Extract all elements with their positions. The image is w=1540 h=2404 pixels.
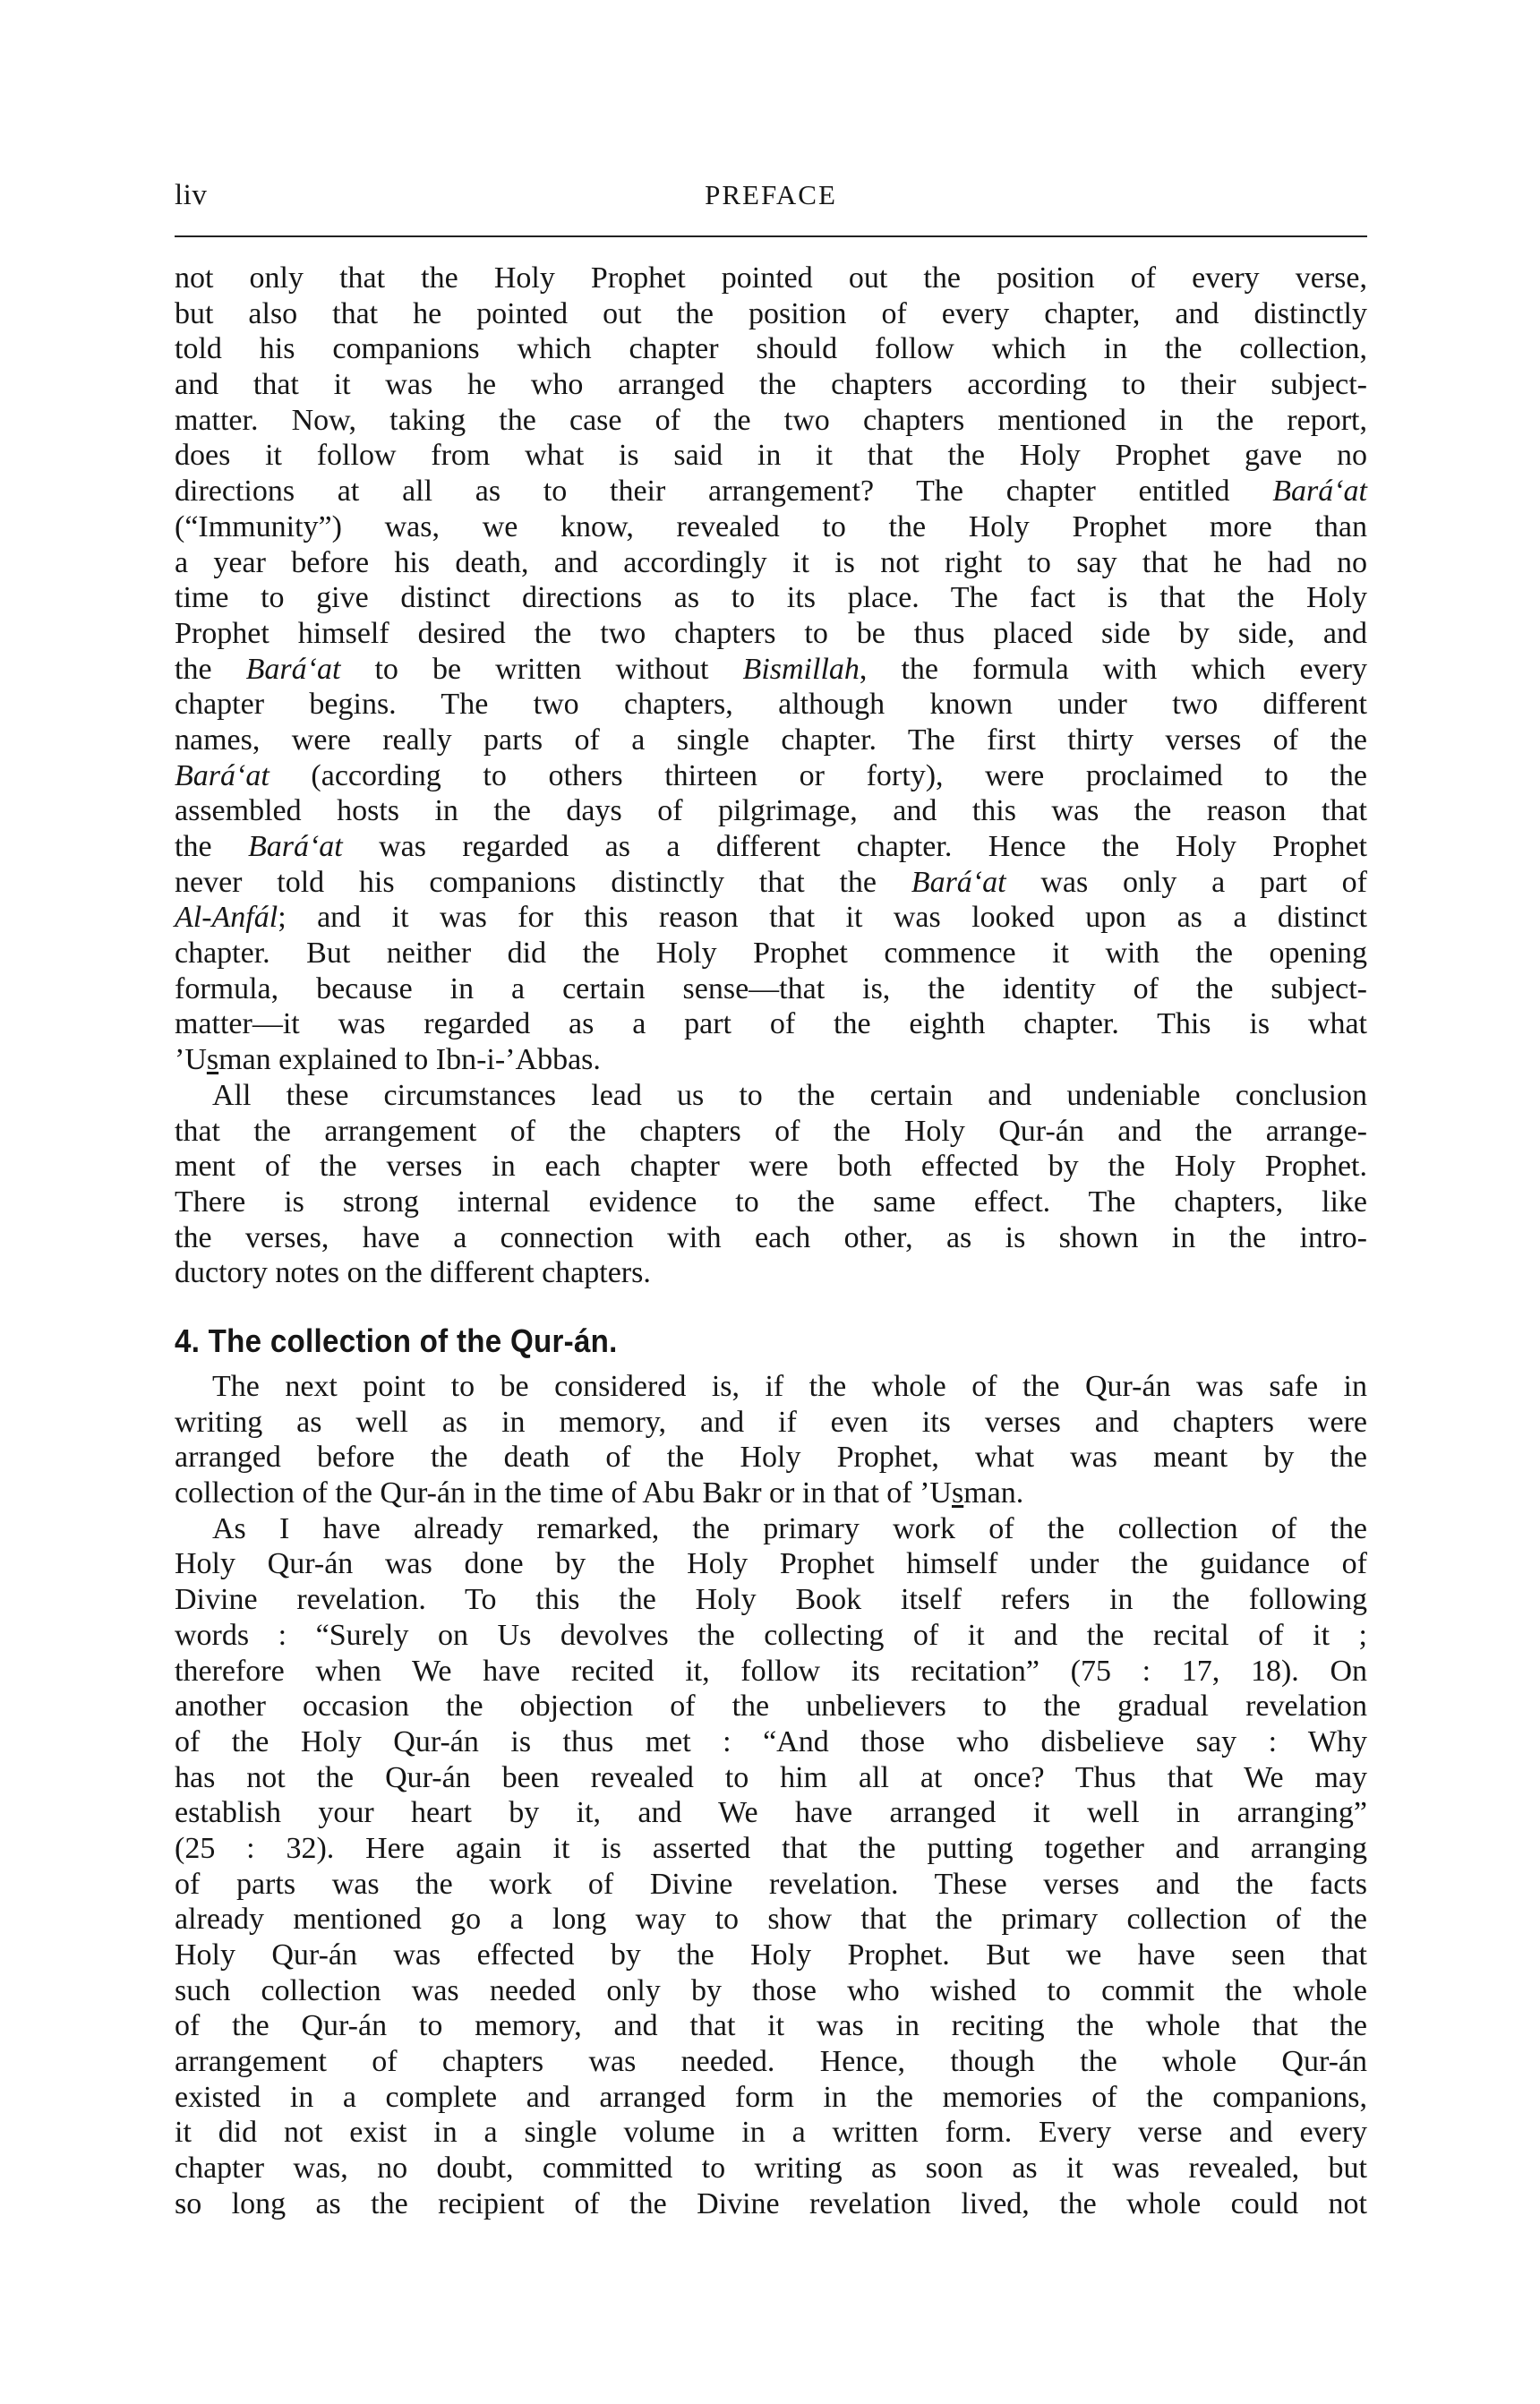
text-line bbox=[175, 758, 1367, 794]
text-line bbox=[175, 2044, 1367, 2080]
text-run: As I have already remarked, the primary work of the collection of the bbox=[212, 1511, 1367, 1545]
text-run: never told his companions distinctly that the bbox=[175, 865, 911, 899]
text-line bbox=[175, 900, 1367, 936]
text-line bbox=[175, 1185, 1367, 1220]
text-run: matter. Now, taking the case of the two chapters mentioned in the report, bbox=[175, 403, 1367, 437]
text-line bbox=[175, 865, 1367, 901]
text-run: Holy Qur-án was done by the Holy Prophet himself under the guidance of bbox=[175, 1547, 1367, 1581]
text-run: existed in a complete and arranged form in the memories of the companions, bbox=[175, 2080, 1367, 2114]
text-line bbox=[175, 1831, 1367, 1867]
text-run: and that it was he who arranged the chapters according to their subject- bbox=[175, 368, 1367, 402]
text-run: that the arrangement of the chapters of the Holy Qur-án and the arrange- bbox=[175, 1114, 1367, 1148]
text-line bbox=[175, 1369, 1367, 1405]
text-run: man. bbox=[963, 1476, 1024, 1510]
text-run: was regarded as a different chapter. Hence the Holy Prophet bbox=[342, 830, 1367, 863]
text-run: time to give distinct directions as to its place. The fact is that the Holy bbox=[175, 581, 1367, 615]
text-run: directions at all as to their arrangement? The chapter entitled bbox=[175, 475, 1273, 509]
text-run: ; and it was for this reason that it was looked upon as a distinct bbox=[278, 901, 1367, 935]
text-run: ductory notes on the different chapters. bbox=[175, 1256, 651, 1290]
text-line bbox=[175, 1867, 1367, 1903]
text-run: chapter. But neither did the Holy Prophet commence it with the opening bbox=[175, 937, 1367, 971]
text-run: The next point to be considered is, if the whole of the Qur-án was safe in bbox=[212, 1370, 1367, 1403]
text-line bbox=[175, 1618, 1367, 1654]
text-line bbox=[175, 509, 1367, 545]
text-run: therefore when We have recited it, follow its recitation” (75 : 17, 18). On bbox=[175, 1654, 1367, 1688]
text-run: was only a part of bbox=[1005, 865, 1367, 899]
text-run: establish your heart by it, and We have arranged it well in arranging” bbox=[175, 1796, 1367, 1830]
italic-term: Bará‘at bbox=[1272, 475, 1367, 509]
italic-term: Bará‘at bbox=[245, 652, 341, 686]
text-line bbox=[175, 1654, 1367, 1690]
text-run: (“Immunity”) was, we know, revealed to the Holy Prophet more than bbox=[175, 509, 1367, 543]
text-run: not only that the Holy Prophet pointed out the position of every verse, bbox=[175, 261, 1367, 295]
text-run: told his companions which chapter should follow which in the collection, bbox=[175, 332, 1367, 366]
text-line bbox=[175, 438, 1367, 474]
text-run: so long as the recipient of the Divine revelation lived, the whole could not bbox=[175, 2186, 1367, 2220]
text-line bbox=[175, 2008, 1367, 2044]
text-line bbox=[175, 261, 1367, 296]
text-line bbox=[175, 687, 1367, 723]
text-line bbox=[175, 2186, 1367, 2222]
text-run: Prophet himself desired the two chapters to be thus placed side by side, and bbox=[175, 616, 1367, 650]
text-line bbox=[175, 1689, 1367, 1724]
text-run: Holy Qur-án was effected by the Holy Prophet. But we have seen that bbox=[175, 1938, 1367, 1972]
page-header bbox=[175, 175, 1367, 215]
text-run: , the formula with which every bbox=[859, 652, 1367, 686]
text-line bbox=[175, 652, 1367, 688]
text-line bbox=[175, 616, 1367, 652]
text-run: names, were really parts of a single chapter. The first thirty verses of the bbox=[175, 723, 1367, 757]
page-number: liv bbox=[175, 179, 208, 211]
text-line bbox=[175, 1760, 1367, 1796]
text-line bbox=[175, 723, 1367, 758]
text-run: of the Holy Qur-án is thus met : “And those who disbelieve say : Why bbox=[175, 1724, 1367, 1758]
text-line bbox=[175, 1078, 1367, 1114]
text-line bbox=[175, 474, 1367, 509]
text-line bbox=[175, 1042, 1367, 1078]
text-run: it did not exist in a single volume in a written form. Every verse and every bbox=[175, 2116, 1367, 2150]
text-run: but also that he pointed out the position of every chapter, and distinctly bbox=[175, 296, 1367, 330]
text-line bbox=[175, 1511, 1367, 1547]
italic-term: Al-Anfál bbox=[175, 901, 278, 935]
text-run: the verses, have a connection with each other, as is shown in the intro- bbox=[175, 1220, 1367, 1254]
text-run: the bbox=[175, 830, 248, 863]
text-run: formula, because in a certain sense—that is, the identity of the subject- bbox=[175, 971, 1367, 1005]
text-run: writing as well as in memory, and if even its verses and chapters were bbox=[175, 1405, 1367, 1439]
text-line bbox=[175, 1546, 1367, 1582]
text-line bbox=[175, 1440, 1367, 1476]
text-line bbox=[175, 296, 1367, 332]
text-run: matter—it was regarded as a part of the eighth chapter. This is what bbox=[175, 1007, 1367, 1041]
text-run: words : “Surely on Us devolves the collecting of it and the recital of it ; bbox=[175, 1618, 1367, 1652]
text-line bbox=[175, 2151, 1367, 2186]
text-line bbox=[175, 1724, 1367, 1760]
text-line bbox=[175, 2080, 1367, 2116]
text-run: of parts was the work of Divine revelation. These verses and the facts bbox=[175, 1867, 1367, 1901]
section-heading bbox=[175, 1321, 618, 1362]
text-run: a year before his death, and accordingly it is not right to say that he had no bbox=[175, 545, 1367, 579]
text-run: has not the Qur-án been revealed to him all at once? Thus that We may bbox=[175, 1760, 1367, 1794]
running-head: PREFACE bbox=[705, 179, 837, 210]
text-line bbox=[175, 1255, 1367, 1291]
text-line bbox=[175, 1476, 1367, 1511]
text-run: man explained to Ibn-i-’Abbas. bbox=[218, 1043, 601, 1077]
text-run: collection of the Qur-án in the time of Abu Bakr or in that of ’U bbox=[175, 1476, 952, 1510]
body-text-continued bbox=[175, 261, 1367, 1291]
text-line bbox=[175, 1973, 1367, 2009]
section-title: The collection of the Qur-án. bbox=[208, 1322, 618, 1359]
text-run: does it follow from what is said in it that the Holy Prophet gave no bbox=[175, 439, 1367, 473]
text-run: (according to others thirteen or forty), were proclaimed to the bbox=[269, 758, 1367, 792]
text-line bbox=[175, 2115, 1367, 2151]
text-line bbox=[175, 793, 1367, 829]
text-run: the bbox=[175, 652, 246, 686]
text-line bbox=[175, 1006, 1367, 1042]
text-run: There is strong internal evidence to the same effect. The chapters, like bbox=[175, 1185, 1367, 1219]
text-run: such collection was needed only by those who wished to commit the whole bbox=[175, 1973, 1367, 2007]
text-line bbox=[175, 331, 1367, 367]
text-run: ’U bbox=[175, 1043, 207, 1077]
text-run: to be written without bbox=[340, 652, 743, 686]
italic-term: Bará‘at bbox=[175, 758, 270, 792]
text-run: s bbox=[206, 1043, 219, 1077]
text-line bbox=[175, 1149, 1367, 1185]
text-run: chapter begins. The two chapters, although known under two different bbox=[175, 688, 1367, 722]
text-run: arrangement of chapters was needed. Hence, though the whole Qur-án bbox=[175, 2045, 1367, 2079]
text-run: (25 : 32). Here again it is asserted that the putting together and arranging bbox=[175, 1831, 1367, 1865]
section-number: 4. bbox=[175, 1322, 201, 1359]
italic-term: Bará‘at bbox=[247, 830, 343, 863]
text-run: of the Qur-án to memory, and that it was in reciting the whole that the bbox=[175, 2009, 1367, 2043]
text-run: chapter was, no doubt, committed to writing as soon as it was revealed, but bbox=[175, 2152, 1367, 2186]
text-line bbox=[175, 829, 1367, 865]
text-line bbox=[175, 936, 1367, 971]
text-line bbox=[175, 580, 1367, 616]
text-line bbox=[175, 1582, 1367, 1618]
text-line bbox=[175, 545, 1367, 581]
text-run: Divine revelation. To this the Holy Book itself refers in the following bbox=[175, 1583, 1367, 1617]
text-line bbox=[175, 971, 1367, 1007]
text-run: already mentioned go a long way to show that the primary collection of the bbox=[175, 1903, 1367, 1937]
text-run: ment of the verses in each chapter were both effected by the Holy Prophet. bbox=[175, 1150, 1367, 1184]
text-line bbox=[175, 1938, 1367, 1973]
text-line bbox=[175, 1405, 1367, 1441]
italic-term: Bismillah bbox=[742, 652, 860, 686]
text-run: arranged before the death of the Holy Prophet, what was meant by the bbox=[175, 1441, 1367, 1475]
italic-term: Bará‘at bbox=[911, 865, 1006, 899]
text-run: s bbox=[951, 1476, 964, 1510]
text-line bbox=[175, 403, 1367, 439]
text-run: another occasion the objection of the unbelievers to the gradual revelation bbox=[175, 1690, 1367, 1724]
text-line bbox=[175, 1114, 1367, 1150]
text-line bbox=[175, 1220, 1367, 1256]
text-run: All these circumstances lead us to the certain and undeniable conclusion bbox=[212, 1078, 1367, 1112]
text-line bbox=[175, 367, 1367, 403]
text-line bbox=[175, 1795, 1367, 1831]
text-line bbox=[175, 1902, 1367, 1938]
text-run: assembled hosts in the days of pilgrimage, and this was the reason that bbox=[175, 794, 1367, 828]
section-body bbox=[175, 1369, 1367, 2222]
header-rule bbox=[175, 235, 1367, 237]
